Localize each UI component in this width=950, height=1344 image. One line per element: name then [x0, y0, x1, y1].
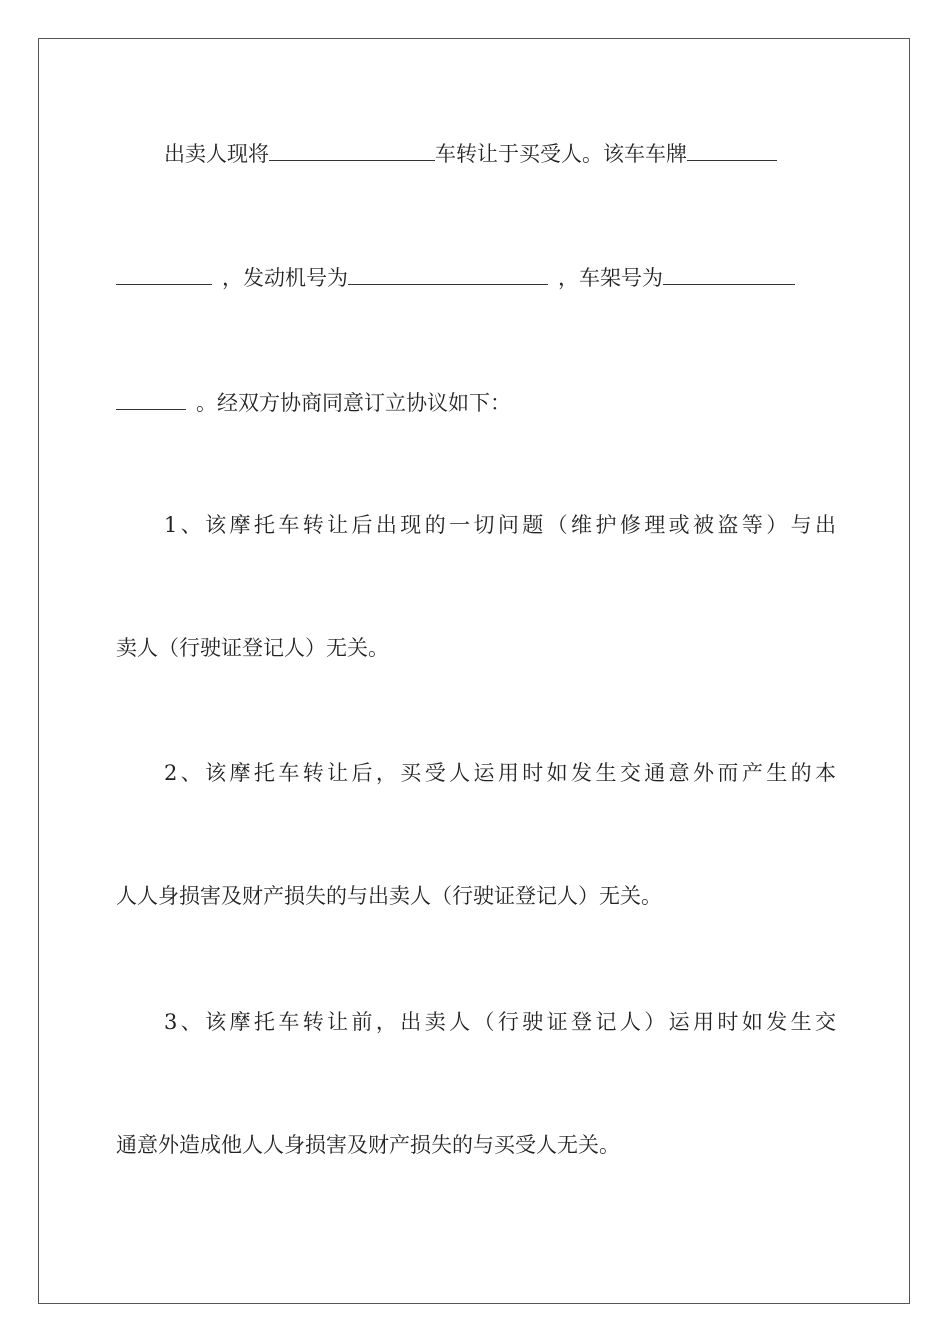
intro-text-seller: 出卖人现将 [164, 142, 269, 166]
clause-2-line-2 [116, 886, 836, 907]
intro-line-1 [164, 142, 836, 165]
clause-1-text-2: 卖人（行驶证登记人）无关。 [116, 636, 389, 660]
frame-number-blank[interactable] [663, 266, 795, 285]
clause-3-text-2: 通意外造成他人人身损害及财产损失的与买受人无关。 [116, 1133, 620, 1157]
license-plate-blank-cont[interactable] [116, 266, 212, 285]
clause-3-line-1 [164, 1010, 840, 1034]
intro-line-2 [116, 266, 836, 289]
clause-3-line-2 [116, 1135, 836, 1156]
intro-text-transfer: 车转让于买受人。该车车牌 [435, 142, 687, 166]
clause-2-text-1: 2、该摩托车转让后，买受人运用时如发生交通意外而产生的本 [164, 761, 840, 785]
intro-text-engine: ，发动机号为 [222, 266, 348, 290]
intro-line-3 [116, 391, 836, 414]
intro-text-frame: ，车架号为 [558, 266, 663, 290]
intro-text-agreement: 。经双方协商同意订立协议如下： [196, 391, 511, 415]
clause-1-text-1: 1、该摩托车转让后出现的一切问题（维护修理或被盗等）与出 [164, 513, 840, 537]
clause-3-text-1: 3、该摩托车转让前，出卖人（行驶证登记人）运用时如发生交 [164, 1010, 840, 1034]
license-plate-blank[interactable] [687, 142, 777, 161]
clause-1-line-1 [164, 513, 840, 537]
frame-number-blank-cont[interactable] [116, 391, 186, 410]
page-frame [38, 38, 910, 1304]
clause-1-line-2 [116, 638, 836, 659]
clause-2-text-2: 人人身损害及财产损失的与出卖人（行驶证登记人）无关。 [116, 884, 662, 908]
engine-number-blank[interactable] [348, 266, 548, 285]
clause-2-line-1 [164, 761, 840, 785]
vehicle-type-blank[interactable] [269, 142, 435, 161]
